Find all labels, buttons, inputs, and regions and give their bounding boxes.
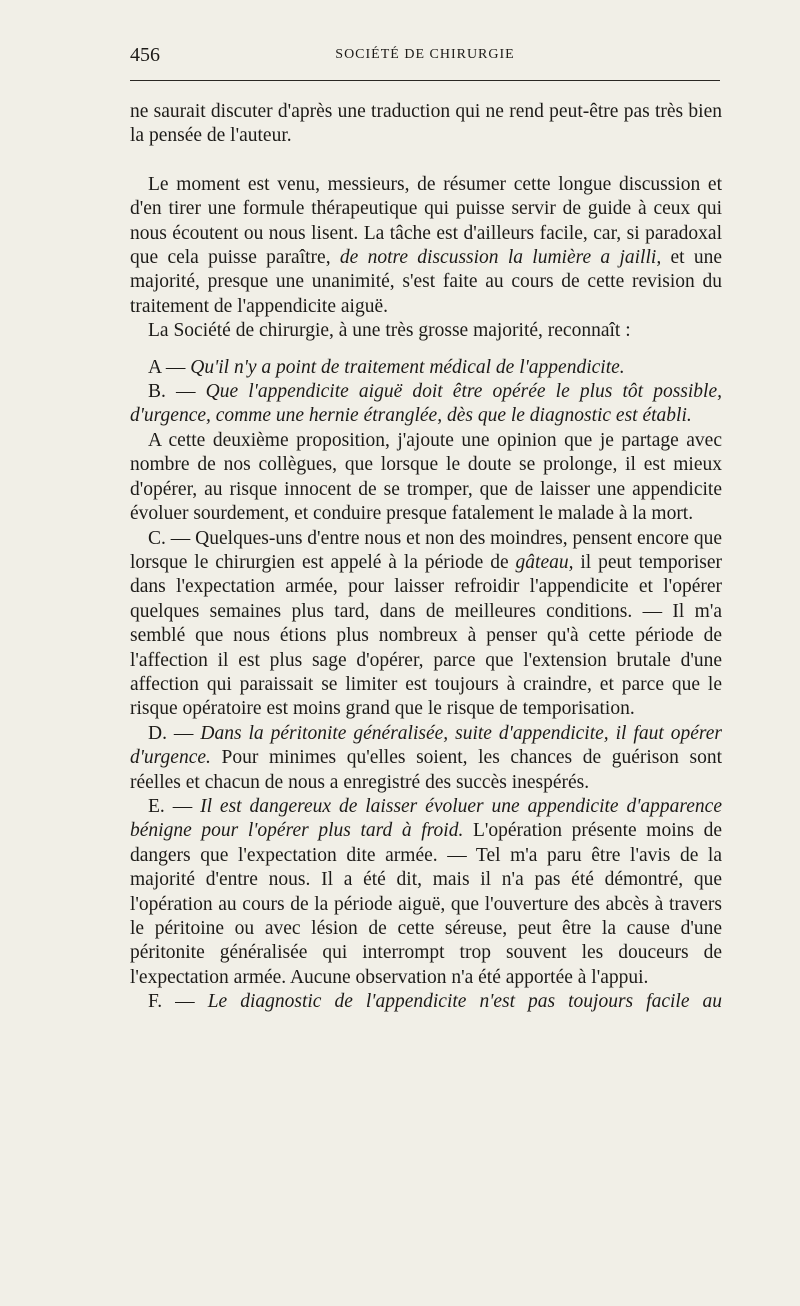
header-rule [130, 80, 720, 81]
proposition-e: E. — Il est dangereux de laisser évoluer une appendicite d'apparence bénigne pour l'opérer plus tard à froid. L'opération présente moins de dangers que l'expectation dite armée. — Tel m'a paru être l'avis de la majorité d'entre nous. Il a été dit, mais il n'a pas été démontré, que l'opération au cours de la période aiguë, que l'ouverture des abcès à travers le péritoine ou avec lésion de cette séreuse, peut être la cause d'une péritonite généralisée qui interrompt trop souvent les douceurs de l'expectation armée. Aucune observation n'a été apportée à l'appui. [130, 795, 722, 988]
page-header [130, 44, 720, 68]
proposition-d: D. — Dans la péritonite généralisée, suite d'appendicite, il faut opérer d'urgence. Pour minimes qu'elles soient, les chances de guérison sont réelles et chacun de nous a enregistré des succès inespérés. [130, 722, 722, 793]
paragraph-second-proposition-comment: A cette deuxième proposition, j'ajoute une opinion que je partage avec nombre de nos collègues, que lorsque le doute se prolonge, il est mieux d'opérer, au risque innocent de se tromper, que de laisser une appendicite évoluer sourdement, et conduire presque fatalement le malade à la mort. [130, 429, 722, 525]
body-text [130, 100, 722, 1015]
proposition-c: C. — Quelques-uns d'entre nous et non des moindres, pensent encore que lorsque le chirurgien est appelé à la période de gâteau, il peut temporiser dans l'expectation armée, pour laisser refroidir l'appendicite et l'opérer quelques semaines plus tard, dans de meilleures conditions. — Il m'a semblé que nous étions plus nombreux à penser qu'à cette période de l'affection il est plus sage d'opérer, parce que l'extension brutale d'une affection qui paraissait se limiter est toujours à craindre, et parce que le risque opératoire est moins grand que le risque de temporisation. [130, 527, 722, 720]
page-number: 456 [130, 44, 160, 66]
proposition-b: B. — Que l'appendicite aiguë doit être opérée le plus tôt possible, d'urgence, comme une hernie étranglée, dès que le diagnostic est établi. [130, 381, 722, 427]
paragraph-continuation: ne saurait discuter d'après une traduction qui ne rend peut-être pas très bien la pensée de l'auteur. [130, 101, 722, 147]
paragraph-summary-intro: Le moment est venu, messieurs, de résumer cette longue discussion et d'en tirer une formule thérapeutique qui puisse servir de guide à ceux qui nous écoutent ou nous lisent. La tâche est d'ailleurs facile, car, si paradoxal que cela puisse paraître, de notre discussion la lumière a jailli, et une majorité, presque une unanimité, s'est faite au cours de cette revision du traitement de l'appendicite aiguë. [130, 173, 723, 317]
running-title: SOCIÉTÉ DE CHIRURGIE [335, 47, 515, 62]
proposition-f: F. — Le diagnostic de l'appendicite n'est pas toujours facile au [148, 991, 722, 1013]
proposition-a: A — Qu'il n'y a point de traitement médical de l'appendicite. [148, 356, 625, 378]
paragraph-recognition: La Société de chirurgie, à une très grosse majorité, reconnaît : [148, 320, 631, 342]
